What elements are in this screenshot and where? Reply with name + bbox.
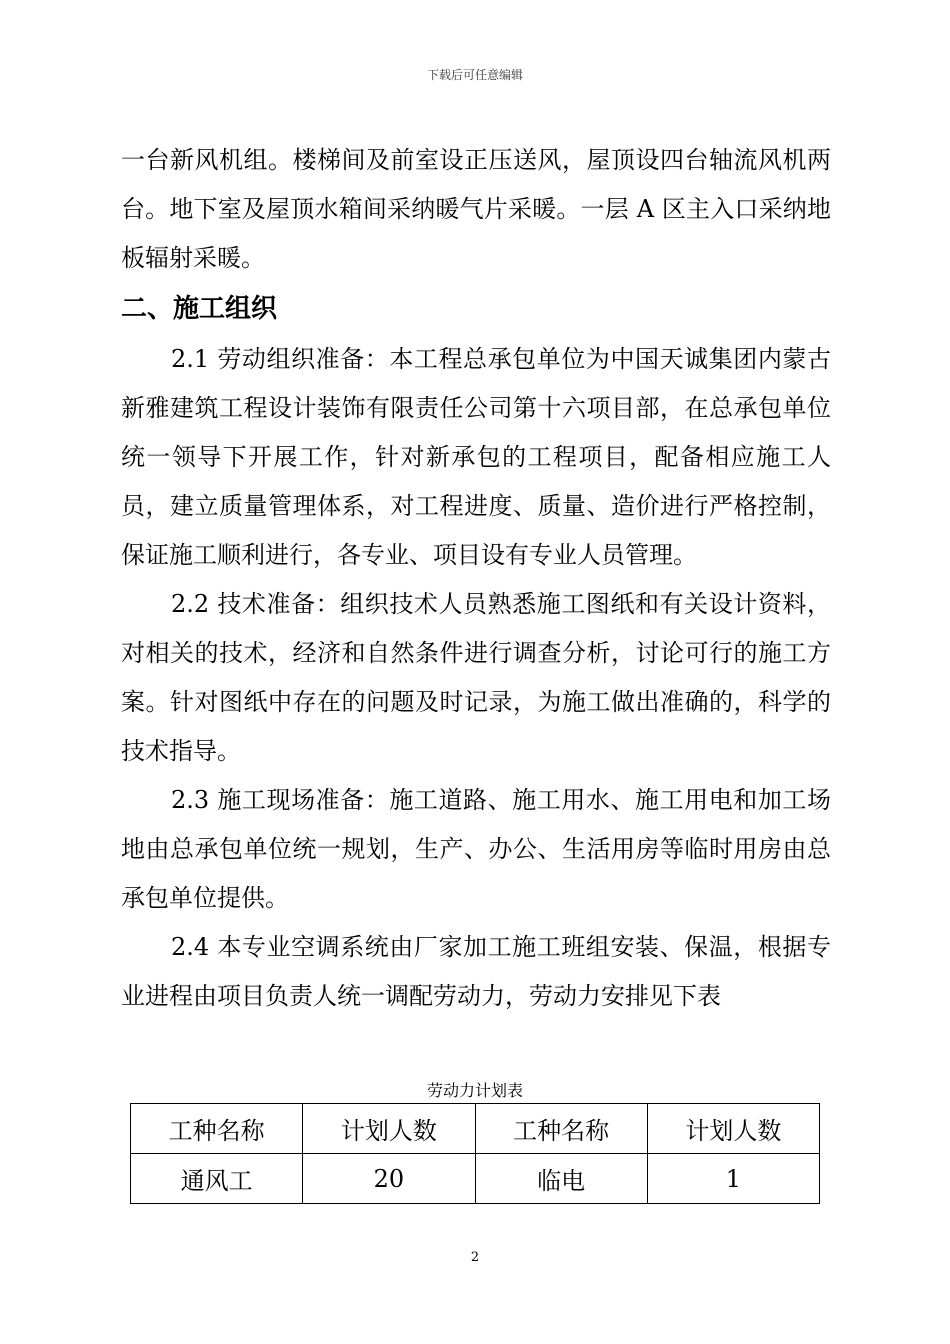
cell-trade-1: 通风工	[131, 1154, 303, 1204]
table-caption: 劳动力计划表	[426, 1081, 523, 1100]
header-cell-count-1: 计划人数	[303, 1104, 475, 1154]
cell-trade-2: 临电	[475, 1154, 647, 1204]
section-heading: 二、施工组织	[121, 294, 278, 324]
header-cell-count-2: 计划人数	[647, 1104, 819, 1154]
document-body	[121, 136, 831, 1021]
paragraph-intro: 一台新风机组。楼梯间及前室设正压送风，屋顶设四台轴流风机两台。地下室及屋顶水箱间采纳暖气片采暖。一层 A 区主入口采纳地板辐射采暖。	[121, 146, 831, 272]
paragraph-site-preparation: 2.3 施工现场准备：施工道路、施工用水、施工用电和加工场地由总承包单位统一规划，生产、办公、生活用房等临时用房由总承包单位提供。	[121, 786, 831, 912]
header-cell-trade-1: 工种名称	[131, 1104, 303, 1154]
paragraph-labor-organization: 2.1 劳动组织准备：本工程总承包单位为中国天诚集团内蒙古新雅建筑工程设计装饰有限责任公司第十六项目部，在总承包单位统一领导下开展工作，针对新承包的工程项目，配备相应施工人员，建立质量管理体系，对工程进度、质量、造价进行严格控制，保证施工顺利进行，各专业、项目设有专业人员管理。	[121, 345, 831, 569]
paragraph-hvac-system: 2.4 本专业空调系统由厂家加工施工班组安装、保温，根据专业进程由项目负责人统一调配劳动力，劳动力安排见下表	[121, 933, 831, 1010]
cell-count-1: 20	[303, 1154, 475, 1204]
header-cell-trade-2: 工种名称	[475, 1104, 647, 1154]
paragraph-technical-preparation: 2.2 技术准备：组织技术人员熟悉施工图纸和有关设计资料，对相关的技术，经济和自然条件进行调查分析，讨论可行的施工方案。针对图纸中存在的问题及时记录，为施工做出准确的，科学的技术指导。	[121, 590, 831, 765]
page-number: 2	[470, 1250, 480, 1265]
table-header-row	[131, 1104, 820, 1154]
labor-plan-table	[130, 1103, 820, 1204]
table-row	[131, 1154, 820, 1204]
cell-count-2: 1	[647, 1154, 819, 1204]
header-note: 下载后可任意编辑	[426, 68, 523, 82]
